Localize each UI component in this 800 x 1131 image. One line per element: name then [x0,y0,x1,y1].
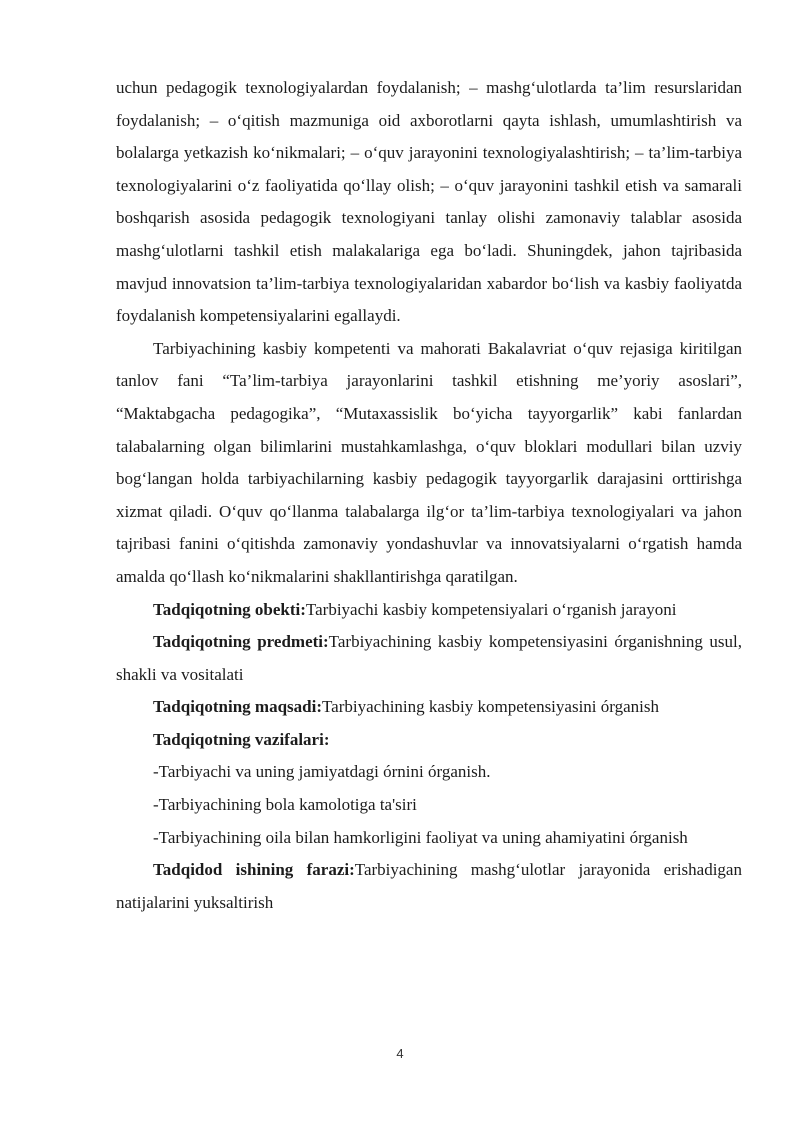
research-hypothesis [116,854,742,919]
paragraph-continuation: uchun pedagogik texnologiyalardan foydalanish; – mashg‘ulotlarda ta’lim resurslaridan foydalanish; – o‘qitish mazmuniga oid axborotlarni qayta ishlash, umumlashtirish va bolalarga yetkazish ko‘nikmalari; – o‘quv jarayonini texnologiyalashtirish; – ta’lim-tarbiya texnologiyalarini o‘z faoliyatida qo‘llay olish; – o‘quv jarayonini tashkil etish va samarali boshqarish asosida pedagogik texnologiyani tanlay olishi zamonaviy talablar asosida mashg‘ulotlarni tashkil etish malakalariga ega bo‘ladi. Shuningdek, jahon tajribasida mavjud innovatsion ta’lim-tarbiya texnologiyalaridan xabardor bo‘lish va kasbiy faoliyatda foydalanish kompetensiyalarini egallaydi. [116,78,742,326]
research-tasks-label: Tadqiqotning vazifalari: [153,729,330,749]
research-goal [116,691,742,724]
research-subject-text: Tarbiyachining kasbiy kompetensiyasini órganishning usul, shakli va vositalati [116,632,742,684]
research-subject [116,626,742,691]
research-object-text: Tarbiyachi kasbiy kompetensiyalari o‘rganish jarayoni [305,599,677,619]
task-item: -Tarbiyachining oila bilan hamkorligini faoliyat va uning ahamiyatini órganish [153,827,688,847]
research-goal-text: Tarbiyachining kasbiy kompetensiyasini órganish [321,697,660,717]
task-item: -Tarbiyachining bola kamolotiga ta'siri [153,795,417,815]
research-hypothesis-label: Tadqidod ishining farazi: [153,860,355,880]
research-tasks-heading [116,724,742,757]
research-hypothesis-text: Tarbiyachining mashg‘ulotlar jarayonida erishadigan natijalarini yuksaltirish [116,860,742,912]
page-number: 4 [396,1046,404,1061]
document-page [116,72,742,919]
research-goal-label: Tadqiqotning maqsadi: [153,697,322,717]
research-object [116,594,742,627]
research-object-label: Tadqiqotning obekti: [153,599,306,619]
task-item: -Tarbiyachi va uning jamiyatdagi órnini órganish. [153,762,491,782]
paragraph-intro: Tarbiyachining kasbiy kompetenti va mahorati Bakalavriat o‘quv rejasiga kiritilgan tanlov fani “Ta’lim-tarbiya jarayonlarini tashkil etishning me’yoriy asoslari”, “Maktabgacha pedagogika”, “Mutaxassislik bo‘yicha tayyorgarlik” kabi fanlardan talabalarning olgan bilimlarini mustahkamlashga, o‘quv bloklari modullari bilan uzviy bog‘langan holda tarbiyachilarning kasbiy pedagogik tayyorgarlik darajasini orttirishga xizmat qiladi. O‘quv qo‘llanma talabalarga ilg‘or ta’lim-tarbiya texnologiyalari va jahon tajribasi fanini o‘qitishda zamonaviy yondashuvlar va innovatsiyalarni o‘rgatish hamda amalda qo‘llash ko‘nikmalarini shakllantirishga qaratilgan. [116,338,742,586]
research-subject-label: Tadqiqotning predmeti: [153,632,329,652]
